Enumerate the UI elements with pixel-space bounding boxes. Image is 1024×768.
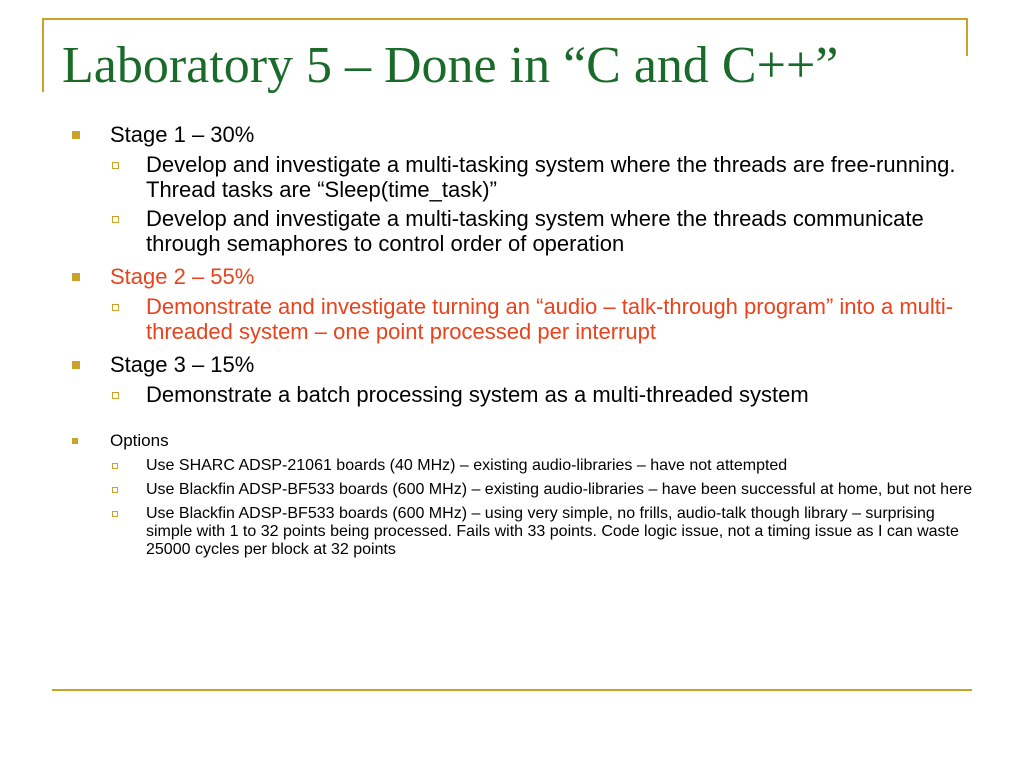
- sub-bullet: [72, 505, 982, 559]
- sub-bullet-text: Develop and investigate a multi-tasking system where the threads communicate through semaphores to control order of operation: [146, 206, 924, 256]
- sub-bullet: [72, 294, 982, 344]
- frame-top-line: [42, 18, 968, 20]
- sub-bullet: [72, 152, 982, 202]
- sub-bullet-text: Demonstrate a batch processing system as a multi-threaded system: [146, 382, 809, 407]
- square-bullet-icon: [72, 438, 78, 444]
- sub-bullet-text: Develop and investigate a multi-tasking system where the threads are free-running. Thread tasks are “Sleep(time_task)”: [146, 152, 956, 202]
- bullet-label: Stage 1 – 30%: [110, 122, 255, 147]
- sub-bullet: [72, 481, 982, 499]
- bullet-label: Options: [110, 431, 169, 450]
- hollow-square-bullet-icon: [112, 392, 119, 399]
- sub-bullet: [72, 382, 982, 407]
- hollow-square-bullet-icon: [112, 304, 119, 311]
- bullet-options: [72, 431, 992, 451]
- hollow-square-bullet-icon: [112, 511, 118, 517]
- sub-bullet-text: Demonstrate and investigate turning an “audio – talk-through program” into a multi-threaded system – one point processed per interrupt: [146, 294, 954, 344]
- hollow-square-bullet-icon: [112, 487, 118, 493]
- frame-right-line: [966, 18, 968, 56]
- square-bullet-icon: [72, 361, 80, 369]
- frame-left-line: [42, 18, 44, 92]
- frame-bottom-line: [52, 689, 972, 691]
- bullet-label: Stage 2 – 55%: [110, 264, 255, 289]
- hollow-square-bullet-icon: [112, 463, 118, 469]
- bullet-label: Stage 3 – 15%: [110, 352, 255, 377]
- slide-title: Laboratory 5 – Done in “C and C++”: [62, 37, 839, 94]
- bullet-stage-3: [72, 352, 992, 378]
- square-bullet-icon: [72, 131, 80, 139]
- sub-bullet-text: Use Blackfin ADSP-BF533 boards (600 MHz) – existing audio-libraries – have been successful at home, but not here: [146, 481, 973, 498]
- bullet-stage-2: [72, 264, 992, 290]
- slide-content: [72, 122, 992, 559]
- sub-bullet-text: Use SHARC ADSP-21061 boards (40 MHz) – existing audio-libraries – have not attempted: [146, 457, 788, 474]
- hollow-square-bullet-icon: [112, 216, 119, 223]
- sub-bullet: [72, 206, 982, 256]
- square-bullet-icon: [72, 273, 80, 281]
- sub-bullet: [72, 457, 982, 475]
- hollow-square-bullet-icon: [112, 162, 119, 169]
- bullet-stage-1: [72, 122, 992, 148]
- sub-bullet-text: Use Blackfin ADSP-BF533 boards (600 MHz) – using very simple, no frills, audio-talk though library – surprising simple with 1 to 32 points being processed. Fails with 33 points. Code logic issue, not a timing issue as I can waste 25000 cycles per block at 32 points: [146, 505, 959, 558]
